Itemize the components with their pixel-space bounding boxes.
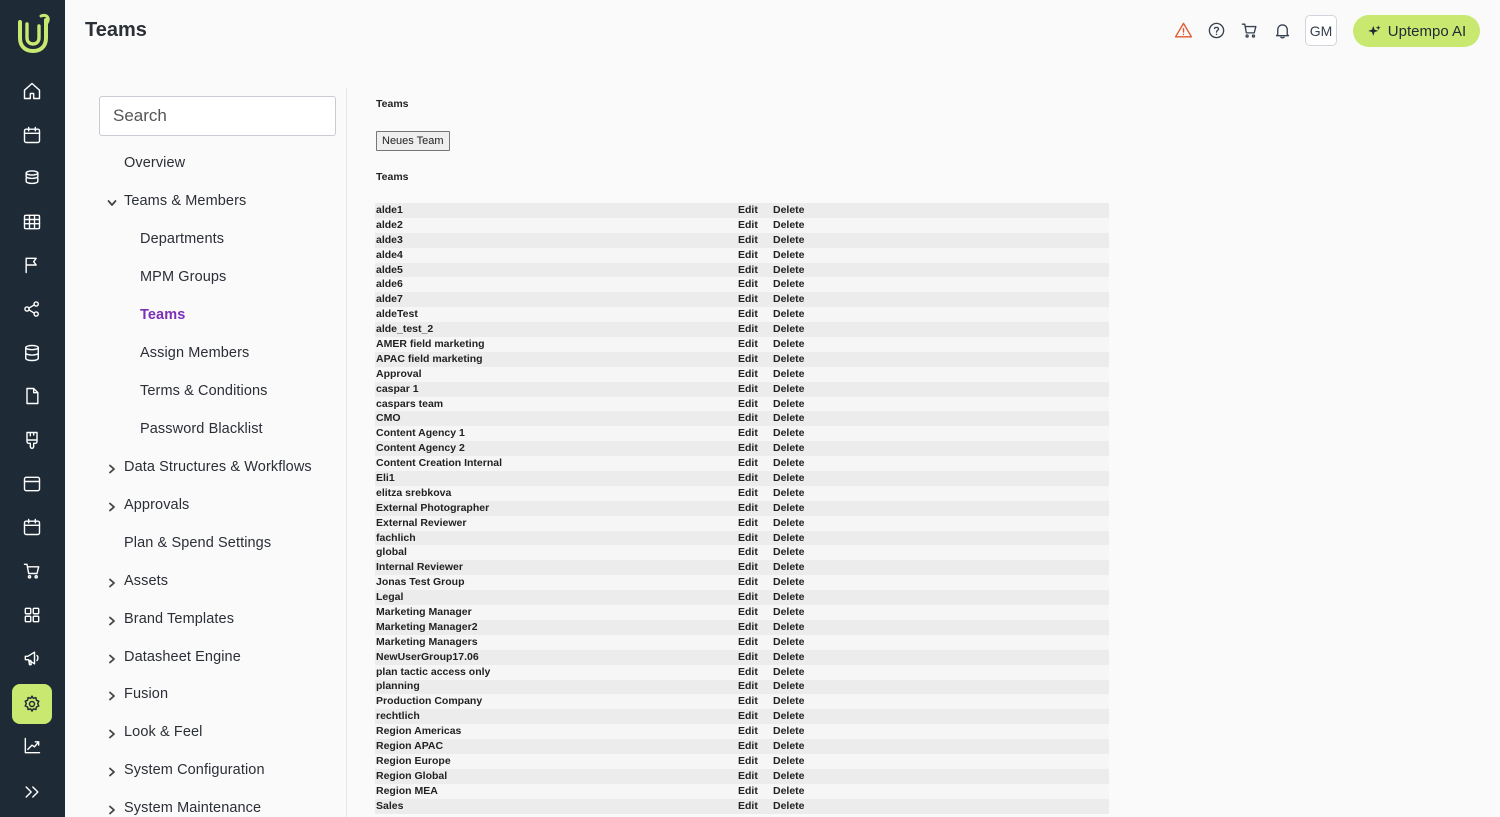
cart-header-icon[interactable]: [1237, 18, 1261, 42]
delete-link[interactable]: Delete: [772, 307, 1109, 322]
page-title: Teams: [85, 19, 147, 41]
team-name: Content Agency 2: [375, 441, 737, 456]
team-name: External Photographer: [375, 501, 737, 516]
team-name: Region Europe: [375, 754, 737, 769]
edit-link[interactable]: Edit: [737, 382, 772, 397]
table-row: [375, 426, 1109, 441]
delete-link[interactable]: Delete: [772, 635, 1109, 650]
chart-up-icon[interactable]: [12, 726, 52, 766]
table-row: [375, 367, 1109, 382]
delete-link[interactable]: Delete: [772, 218, 1109, 233]
sidebar-item-system-maintenance[interactable]: System Maintenance: [124, 800, 262, 816]
edit-link[interactable]: Edit: [737, 590, 772, 605]
table-row: [375, 248, 1109, 263]
team-name: Marketing Manager2: [375, 620, 737, 635]
chevron-right-icon[interactable]: [107, 499, 119, 511]
sidebar-item-password-blacklist[interactable]: Password Blacklist: [140, 421, 263, 437]
sidebar-divider: [346, 88, 347, 817]
chevron-right-icon[interactable]: [107, 802, 119, 814]
brush-icon[interactable]: [12, 420, 52, 460]
sidebar-item-teams[interactable]: Teams: [140, 307, 186, 323]
edit-link[interactable]: Edit: [737, 441, 772, 456]
edit-link[interactable]: Edit: [737, 560, 772, 575]
delete-link[interactable]: Delete: [772, 441, 1109, 456]
delete-link[interactable]: Delete: [772, 531, 1109, 546]
table-row: [375, 277, 1109, 292]
sidebar-item-system-configuration[interactable]: System Configuration: [124, 762, 265, 778]
table-row: [375, 531, 1109, 546]
table-row: [375, 233, 1109, 248]
team-name: Content Agency 1: [375, 426, 737, 441]
delete-link[interactable]: Delete: [772, 397, 1109, 412]
sidebar-item-brand-templates[interactable]: Brand Templates: [124, 611, 235, 627]
team-name: alde5: [375, 263, 737, 278]
chevron-right-icon[interactable]: [107, 651, 119, 663]
delete-link[interactable]: Delete: [772, 680, 1109, 695]
delete-link[interactable]: Delete: [772, 799, 1109, 814]
grid-table-icon[interactable]: [12, 202, 52, 242]
team-name: alde2: [375, 218, 737, 233]
delete-link[interactable]: Delete: [772, 248, 1109, 263]
edit-link[interactable]: Edit: [737, 754, 772, 769]
table-row: [375, 382, 1109, 397]
edit-link[interactable]: Edit: [737, 605, 772, 620]
database-icon[interactable]: [12, 333, 52, 373]
sidebar-item-departments[interactable]: Departments: [140, 231, 225, 247]
edit-link[interactable]: Edit: [737, 545, 772, 560]
edit-link[interactable]: Edit: [737, 322, 772, 337]
delete-link[interactable]: Delete: [772, 590, 1109, 605]
team-name: global: [375, 545, 737, 560]
team-name: plan tactic access only: [375, 665, 737, 680]
table-row: [375, 322, 1109, 337]
sidebar-item-plan-spend-settings[interactable]: Plan & Spend Settings: [124, 535, 272, 551]
bell-icon[interactable]: [1270, 18, 1294, 42]
edit-link[interactable]: Edit: [737, 292, 772, 307]
delete-link[interactable]: Delete: [772, 769, 1109, 784]
document-icon[interactable]: [12, 376, 52, 416]
table-row: [375, 545, 1109, 560]
delete-link[interactable]: Delete: [772, 292, 1109, 307]
delete-link[interactable]: Delete: [772, 784, 1109, 799]
delete-link[interactable]: Delete: [772, 382, 1109, 397]
edit-link[interactable]: Edit: [737, 367, 772, 382]
team-name: External Reviewer: [375, 516, 737, 531]
edit-link[interactable]: Edit: [737, 620, 772, 635]
table-row: [375, 456, 1109, 471]
team-name: Content Creation Internal: [375, 456, 737, 471]
team-name: Production Company: [375, 694, 737, 709]
team-name: aldeTest: [375, 307, 737, 322]
team-name: Eli1: [375, 471, 737, 486]
edit-link[interactable]: Edit: [737, 263, 772, 278]
megaphone-icon[interactable]: [12, 638, 52, 678]
delete-link[interactable]: Delete: [772, 724, 1109, 739]
table-row: [375, 218, 1109, 233]
edit-link[interactable]: Edit: [737, 635, 772, 650]
sidebar-item-datasheet-engine[interactable]: Datasheet Engine: [124, 649, 241, 665]
edit-link[interactable]: Edit: [737, 233, 772, 248]
team-name: Legal: [375, 590, 737, 605]
team-name: caspars team: [375, 397, 737, 412]
sidebar-item-approvals[interactable]: Approvals: [124, 497, 190, 513]
team-name: APAC field marketing: [375, 352, 737, 367]
team-name: fachlich: [375, 531, 737, 546]
edit-link[interactable]: Edit: [737, 248, 772, 263]
home-icon[interactable]: [12, 71, 52, 111]
delete-link[interactable]: Delete: [772, 501, 1109, 516]
delete-link[interactable]: Delete: [772, 754, 1109, 769]
team-name: alde1: [375, 203, 737, 218]
table-row: [375, 292, 1109, 307]
edit-link[interactable]: Edit: [737, 352, 772, 367]
delete-link[interactable]: Delete: [772, 620, 1109, 635]
table-row: [375, 203, 1109, 218]
team-name: Approval: [375, 367, 737, 382]
edit-link[interactable]: Edit: [737, 411, 772, 426]
delete-link[interactable]: Delete: [772, 665, 1109, 680]
table-row: [375, 411, 1109, 426]
sidebar-item-teams-members[interactable]: Teams & Members: [124, 193, 247, 209]
delete-link[interactable]: Delete: [772, 203, 1109, 218]
uptempo-logo[interactable]: [14, 12, 52, 54]
table-row: [375, 352, 1109, 367]
sidebar-item-assets[interactable]: Assets: [124, 573, 169, 589]
delete-link[interactable]: Delete: [772, 709, 1109, 724]
team-name: alde3: [375, 233, 737, 248]
content-heading: Teams: [376, 98, 409, 110]
table-row: [375, 471, 1109, 486]
team-name: Internal Reviewer: [375, 560, 737, 575]
delete-link[interactable]: Delete: [772, 411, 1109, 426]
edit-link[interactable]: Edit: [737, 665, 772, 680]
sidebar-item-look-feel[interactable]: Look & Feel: [124, 724, 203, 740]
edit-link[interactable]: Edit: [737, 531, 772, 546]
table-row: [375, 680, 1109, 695]
edit-link[interactable]: Edit: [737, 769, 772, 784]
team-name: alde6: [375, 277, 737, 292]
edit-link[interactable]: Edit: [737, 516, 772, 531]
expand-chevrons-icon[interactable]: [12, 772, 52, 812]
team-name: Region MEA: [375, 784, 737, 799]
edit-link[interactable]: Edit: [737, 397, 772, 412]
team-name: rechtlich: [375, 709, 737, 724]
delete-link[interactable]: Delete: [772, 471, 1109, 486]
delete-link[interactable]: Delete: [772, 277, 1109, 292]
edit-link[interactable]: Edit: [737, 694, 772, 709]
chevron-right-icon[interactable]: [107, 688, 119, 700]
table-row: [375, 739, 1109, 754]
table-row: [375, 665, 1109, 680]
apps-grid-icon[interactable]: [12, 595, 52, 635]
team-name: alde4: [375, 248, 737, 263]
table-row: [375, 784, 1109, 799]
teams-list-heading: Teams: [376, 171, 409, 183]
table-row: [375, 516, 1109, 531]
delete-link[interactable]: Delete: [772, 516, 1109, 531]
delete-link[interactable]: Delete: [772, 605, 1109, 620]
table-row: [375, 486, 1109, 501]
table-row: [375, 263, 1109, 278]
team-name: NewUserGroup17.06: [375, 650, 737, 665]
teams-table: [375, 203, 1109, 814]
help-icon[interactable]: [1204, 18, 1228, 42]
team-name: Region APAC: [375, 739, 737, 754]
new-team-button[interactable]: Neues Team: [376, 131, 450, 151]
table-row: [375, 590, 1109, 605]
table-row: [375, 724, 1109, 739]
edit-link[interactable]: Edit: [737, 337, 772, 352]
edit-link[interactable]: Edit: [737, 680, 772, 695]
edit-link[interactable]: Edit: [737, 426, 772, 441]
table-row: [375, 337, 1109, 352]
team-name: elitza srebkova: [375, 486, 737, 501]
delete-link[interactable]: Delete: [772, 233, 1109, 248]
table-row: [375, 575, 1109, 590]
table-row: [375, 635, 1109, 650]
edit-link[interactable]: Edit: [737, 739, 772, 754]
table-row: [375, 769, 1109, 784]
left-nav-rail: [0, 0, 65, 817]
chevron-right-icon[interactable]: [107, 764, 119, 776]
team-name: AMER field marketing: [375, 337, 737, 352]
share-nodes-icon[interactable]: [12, 289, 52, 329]
delete-link[interactable]: Delete: [772, 263, 1109, 278]
chevron-right-icon[interactable]: [107, 575, 119, 587]
table-row: [375, 650, 1109, 665]
user-avatar[interactable]: GM: [1305, 15, 1337, 46]
delete-link[interactable]: Delete: [772, 322, 1109, 337]
chevron-right-icon[interactable]: [107, 726, 119, 738]
table-row: [375, 754, 1109, 769]
edit-link[interactable]: Edit: [737, 650, 772, 665]
team-name: Sales: [375, 799, 737, 814]
table-row: [375, 605, 1109, 620]
delete-link[interactable]: Delete: [772, 560, 1109, 575]
table-row: [375, 501, 1109, 516]
delete-link[interactable]: Delete: [772, 650, 1109, 665]
browser-window-icon[interactable]: [12, 464, 52, 504]
flag-icon[interactable]: [12, 245, 52, 285]
edit-link[interactable]: Edit: [737, 307, 772, 322]
table-row: [375, 799, 1109, 814]
delete-link[interactable]: Delete: [772, 486, 1109, 501]
edit-link[interactable]: Edit: [737, 486, 772, 501]
calendar-icon[interactable]: [12, 115, 52, 155]
table-row: [375, 560, 1109, 575]
edit-link[interactable]: Edit: [737, 277, 772, 292]
team-name: CMO: [375, 411, 737, 426]
team-name: Region Americas: [375, 724, 737, 739]
gear-icon[interactable]: [12, 684, 52, 724]
edit-link[interactable]: Edit: [737, 471, 772, 486]
sidebar-item-assign-members[interactable]: Assign Members: [140, 345, 250, 361]
team-name: alde7: [375, 292, 737, 307]
edit-link[interactable]: Edit: [737, 724, 772, 739]
uptempo-ai-label: Uptempo AI: [1387, 22, 1467, 40]
delete-link[interactable]: Delete: [772, 694, 1109, 709]
table-row: [375, 620, 1109, 635]
team-name: Jonas Test Group: [375, 575, 737, 590]
chevron-right-icon[interactable]: [107, 613, 119, 625]
sidebar-item-data-structures-workflows[interactable]: Data Structures & Workflows: [124, 459, 312, 475]
edit-link[interactable]: Edit: [737, 799, 772, 814]
calendar-alt-icon[interactable]: [12, 507, 52, 547]
sidebar-item-mpm-groups[interactable]: MPM Groups: [140, 269, 227, 285]
delete-link[interactable]: Delete: [772, 352, 1109, 367]
delete-link[interactable]: Delete: [772, 367, 1109, 382]
team-name: Region Global: [375, 769, 737, 784]
table-row: [375, 397, 1109, 412]
cart-icon[interactable]: [12, 551, 52, 591]
delete-link[interactable]: Delete: [772, 739, 1109, 754]
delete-link[interactable]: Delete: [772, 426, 1109, 441]
table-row: [375, 441, 1109, 456]
table-row: [375, 709, 1109, 724]
coins-icon[interactable]: [12, 158, 52, 198]
team-name: Marketing Manager: [375, 605, 737, 620]
sparkle-icon: [1367, 24, 1382, 39]
edit-link[interactable]: Edit: [737, 203, 772, 218]
team-name: Marketing Managers: [375, 635, 737, 650]
delete-link[interactable]: Delete: [772, 337, 1109, 352]
table-row: [375, 307, 1109, 322]
edit-link[interactable]: Edit: [737, 218, 772, 233]
delete-link[interactable]: Delete: [772, 456, 1109, 471]
sidebar-item-terms-conditions[interactable]: Terms & Conditions: [140, 383, 268, 399]
team-name: alde_test_2: [375, 322, 737, 337]
team-name: planning: [375, 680, 737, 695]
table-row: [375, 694, 1109, 709]
warning-icon[interactable]: [1171, 18, 1195, 42]
sidebar-item-overview[interactable]: Overview: [124, 155, 186, 171]
edit-link[interactable]: Edit: [737, 784, 772, 799]
edit-link[interactable]: Edit: [737, 456, 772, 471]
uptempo-ai-button[interactable]: [1353, 15, 1480, 47]
team-name: caspar 1: [375, 382, 737, 397]
chevron-right-icon[interactable]: [107, 461, 119, 473]
sidebar-item-fusion[interactable]: Fusion: [124, 686, 169, 702]
edit-link[interactable]: Edit: [737, 709, 772, 724]
settings-search-input[interactable]: [99, 96, 336, 136]
delete-link[interactable]: Delete: [772, 545, 1109, 560]
delete-link[interactable]: Delete: [772, 575, 1109, 590]
edit-link[interactable]: Edit: [737, 501, 772, 516]
edit-link[interactable]: Edit: [737, 575, 772, 590]
chevron-down-icon[interactable]: [107, 195, 119, 207]
